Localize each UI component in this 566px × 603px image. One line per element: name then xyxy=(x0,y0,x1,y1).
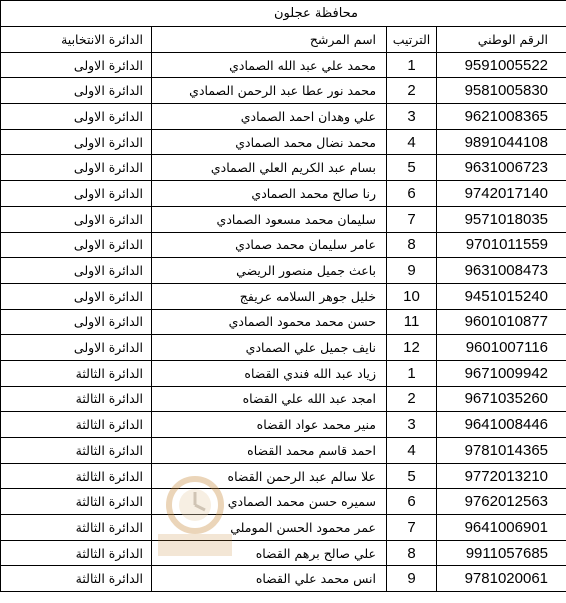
rank-cell: 1 xyxy=(387,360,437,386)
national-id-cell: 9641006901 xyxy=(437,515,566,541)
national-id-cell: 9911057685 xyxy=(437,540,566,566)
district-cell: الدائرة الثالثة xyxy=(1,489,152,515)
rank-cell: 6 xyxy=(387,489,437,515)
district-cell: الدائرة الاولى xyxy=(1,309,152,335)
table-body xyxy=(1,52,566,591)
title-row xyxy=(1,1,566,27)
table-row xyxy=(1,566,566,592)
national-id-cell: 9631008473 xyxy=(437,258,566,284)
national-id-cell: 9781014365 xyxy=(437,438,566,464)
district-cell: الدائرة الاولى xyxy=(1,104,152,130)
district-cell: الدائرة الثالثة xyxy=(1,360,152,386)
rank-cell: 9 xyxy=(387,258,437,284)
national-id-cell: 9762012563 xyxy=(437,489,566,515)
district-cell: الدائرة الاولى xyxy=(1,78,152,104)
candidate-name-cell: امجد عبد الله علي القضاه xyxy=(152,386,387,412)
national-id-cell: 9781020061 xyxy=(437,566,566,592)
rank-cell: 7 xyxy=(387,515,437,541)
table-row xyxy=(1,463,566,489)
rank-cell: 5 xyxy=(387,463,437,489)
candidate-name-cell: محمد علي عبد الله الصمادي xyxy=(152,52,387,78)
district-cell: الدائرة الاولى xyxy=(1,258,152,284)
rank-cell: 3 xyxy=(387,412,437,438)
candidate-name-cell: خليل جوهر السلامه عريفج xyxy=(152,283,387,309)
candidate-name-cell: محمد نور عطا عبد الرحمن الصمادي xyxy=(152,78,387,104)
table-row xyxy=(1,540,566,566)
national-id-cell: 9621008365 xyxy=(437,104,566,130)
candidate-name-cell: رنا صالح محمد الصمادي xyxy=(152,181,387,207)
district-cell: الدائرة الاولى xyxy=(1,52,152,78)
candidate-name-cell: محمد نضال محمد الصمادي xyxy=(152,129,387,155)
rank-cell: 4 xyxy=(387,438,437,464)
candidate-name-cell: بسام عبد الكريم العلي الصمادي xyxy=(152,155,387,181)
candidate-name-cell: عمر محمود الحسن الموملي xyxy=(152,515,387,541)
national-id-cell: 9601007116 xyxy=(437,335,566,361)
district-cell: الدائرة الثالثة xyxy=(1,386,152,412)
table-row xyxy=(1,283,566,309)
rank-cell: 9 xyxy=(387,566,437,592)
national-id-cell: 9451015240 xyxy=(437,283,566,309)
candidate-name-cell: علي صالح برهم القضاه xyxy=(152,540,387,566)
table-row xyxy=(1,206,566,232)
national-id-cell: 9631006723 xyxy=(437,155,566,181)
rank-cell: 3 xyxy=(387,104,437,130)
national-id-cell: 9701011559 xyxy=(437,232,566,258)
header-candidate-name: اسم المرشح xyxy=(152,27,387,53)
national-id-cell: 9671035260 xyxy=(437,386,566,412)
table-row xyxy=(1,232,566,258)
national-id-cell: 9571018035 xyxy=(437,206,566,232)
table-row xyxy=(1,181,566,207)
national-id-cell: 9641008446 xyxy=(437,412,566,438)
header-district: الدائرة الانتخابية xyxy=(1,27,152,53)
rank-cell: 5 xyxy=(387,155,437,181)
rank-cell: 10 xyxy=(387,283,437,309)
candidate-name-cell: احمد قاسم محمد القضاه xyxy=(152,438,387,464)
district-cell: الدائرة الثالثة xyxy=(1,515,152,541)
governorate-title: محافظة عجلون xyxy=(1,1,566,27)
candidate-name-cell: زياد عبد الله فندي القضاه xyxy=(152,360,387,386)
table-row xyxy=(1,360,566,386)
candidate-name-cell: سليمان محمد مسعود الصمادي xyxy=(152,206,387,232)
table-row xyxy=(1,78,566,104)
rank-cell: 2 xyxy=(387,386,437,412)
candidate-name-cell: نايف جميل علي الصمادي xyxy=(152,335,387,361)
district-cell: الدائرة الثالثة xyxy=(1,566,152,592)
rank-cell: 4 xyxy=(387,129,437,155)
table-row xyxy=(1,335,566,361)
national-id-cell: 9742017140 xyxy=(437,181,566,207)
table-row xyxy=(1,489,566,515)
district-cell: الدائرة الاولى xyxy=(1,232,152,258)
rank-cell: 8 xyxy=(387,540,437,566)
rank-cell: 6 xyxy=(387,181,437,207)
candidate-name-cell: سميره حسن محمد الصمادي xyxy=(152,489,387,515)
header-rank: الترتيب xyxy=(387,27,437,53)
rank-cell: 2 xyxy=(387,78,437,104)
candidate-name-cell: انس محمد علي القضاه xyxy=(152,566,387,592)
table-row xyxy=(1,129,566,155)
table-row xyxy=(1,412,566,438)
district-cell: الدائرة الثالثة xyxy=(1,438,152,464)
header-national-id: الرقم الوطني xyxy=(437,27,566,53)
district-cell: الدائرة الاولى xyxy=(1,206,152,232)
rank-cell: 11 xyxy=(387,309,437,335)
district-cell: الدائرة الثالثة xyxy=(1,463,152,489)
rank-cell: 7 xyxy=(387,206,437,232)
table-row xyxy=(1,438,566,464)
national-id-cell: 9772013210 xyxy=(437,463,566,489)
district-cell: الدائرة الاولى xyxy=(1,155,152,181)
national-id-cell: 9601010877 xyxy=(437,309,566,335)
district-cell: الدائرة الاولى xyxy=(1,335,152,361)
district-cell: الدائرة الاولى xyxy=(1,283,152,309)
candidate-name-cell: عامر سليمان محمد صمادي xyxy=(152,232,387,258)
rank-cell: 1 xyxy=(387,52,437,78)
table-row xyxy=(1,104,566,130)
national-id-cell: 9891044108 xyxy=(437,129,566,155)
table-row xyxy=(1,52,566,78)
table-row xyxy=(1,515,566,541)
national-id-cell: 9591005522 xyxy=(437,52,566,78)
candidate-name-cell: علا سالم عبد الرحمن القضاه xyxy=(152,463,387,489)
table-row xyxy=(1,155,566,181)
table-row xyxy=(1,258,566,284)
candidate-name-cell: حسن محمد محمود الصمادي xyxy=(152,309,387,335)
candidate-name-cell: منير محمد عواد القضاه xyxy=(152,412,387,438)
national-id-cell: 9671009942 xyxy=(437,360,566,386)
table-row xyxy=(1,309,566,335)
rank-cell: 8 xyxy=(387,232,437,258)
candidate-name-cell: علي وهدان احمد الصمادي xyxy=(152,104,387,130)
candidate-name-cell: باعث جميل منصور الريضي xyxy=(152,258,387,284)
district-cell: الدائرة الثالثة xyxy=(1,540,152,566)
national-id-cell: 9581005830 xyxy=(437,78,566,104)
rank-cell: 12 xyxy=(387,335,437,361)
district-cell: الدائرة الاولى xyxy=(1,129,152,155)
header-row xyxy=(1,27,566,53)
district-cell: الدائرة الثالثة xyxy=(1,412,152,438)
district-cell: الدائرة الاولى xyxy=(1,181,152,207)
table-row xyxy=(1,386,566,412)
